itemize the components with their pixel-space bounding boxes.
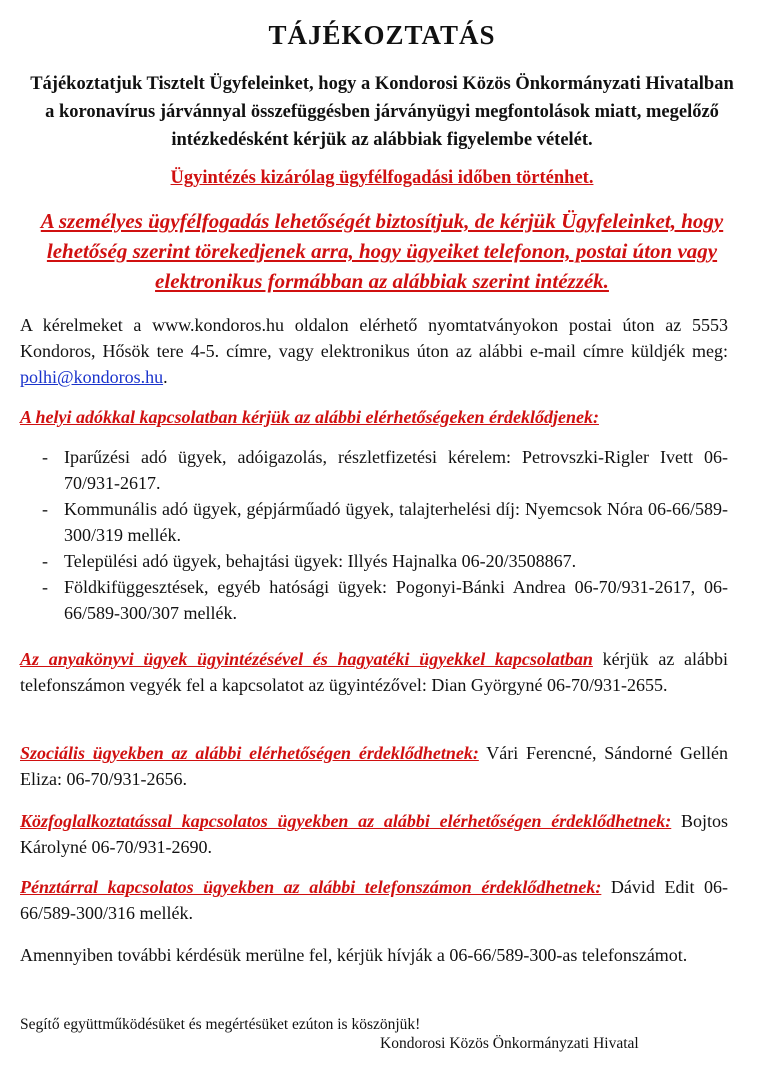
- dash-bullet: -: [42, 577, 48, 597]
- list-item: [20, 496, 728, 548]
- local-tax-section: [20, 404, 728, 430]
- list-item-text: Földkifüggesztések, egyéb hatósági ügyek: Pogonyi-Bánki Andrea 06-70/931-2617, 06-66/589-300/307 mellék.: [64, 577, 728, 623]
- thanks-line: Segítő együttműködésüket és megértésüket ezúton is köszönjük!: [20, 1016, 421, 1033]
- dash-bullet: -: [42, 499, 48, 519]
- list-item-text: Kommunális adó ügyek, gépjárműadó ügyek, talajterhelési díj: Nyemcsok Nóra 06-66/589-300/319 mellék.: [64, 499, 728, 545]
- list-item-text: Települési adó ügyek, behajtási ügyek: Illyés Hajnalka 06-20/3508867.: [64, 551, 577, 571]
- list-item: [20, 548, 728, 574]
- intro-paragraph: Tájékoztatjuk Tisztelt Ügyfeleinket, hogy a Kondorosi Közös Önkormányzati Hivatalban a koronavírus járvánnyal összefüggésben járványügyi megfontolások miatt, megelőző intézkedésként kérjük az alábbiak figyelembe vételét.: [30, 74, 734, 150]
- list-item: [20, 574, 728, 626]
- public-work-text: Bojtos Károlyné 06-70/931-2690.: [20, 811, 729, 857]
- cashier-heading: Pénztárral kapcsolatos ügyekben az alábbi telefonszámon érdeklődhetnek:: [20, 877, 602, 897]
- public-work-heading: Közfoglalkoztatással kapcsolatos ügyekben az alábbi elérhetőségen érdeklődhetnek:: [20, 811, 672, 831]
- requests-end: .: [163, 367, 168, 387]
- dash-bullet: -: [42, 551, 48, 571]
- local-tax-list: [20, 444, 728, 626]
- requests-text: A kérelmeket a www.kondoros.hu oldalon elérhető nyomtatványokon postai úton az 5553 Kondoros, Hősök tere 4-5. címre, vagy elektronikus úton az alábbi e-mail címre küldjék meg:: [20, 315, 728, 361]
- highlight-paragraph: A személyes ügyfélfogadás lehetőségét biztosítjuk, de kérjük Ügyfeleinket, hogy lehetőség szerint törekedjenek arra, hogy ügyeiket telefonon, postai úton vagy elektronikus formábban az alábbiak szerint intézzék.: [40, 209, 724, 293]
- document-title: TÁJÉKOZTATÁS: [268, 20, 496, 50]
- social-text: Vári Ferencné, Sándorné Gellén Eliza: 06-70/931-2656.: [20, 743, 728, 789]
- list-item: [20, 444, 728, 496]
- requests-paragraph: [20, 312, 728, 390]
- further-paragraph: Amennyiben további kérdésük merülne fel, kérjük hívják a 06-66/589-300-as telefonszámot.: [20, 945, 688, 965]
- registry-text: kérjük az alábbi telefonszámon vegyék fel a kapcsolatot az ügyintézővel: Dian Györgyné 06-70/931-2655.: [20, 649, 728, 695]
- social-heading: Szociális ügyekben az alábbi elérhetőségen érdeklődhetnek:: [20, 743, 479, 763]
- registry-heading: Az anyakönyvi ügyek ügyintézésével és hagyatéki ügyekkel kapcsolatban: [20, 649, 593, 669]
- signature: Kondorosi Közös Önkormányzati Hivatal: [380, 1035, 639, 1052]
- list-item-text: Iparűzési adó ügyek, adóigazolás, részletfizetési kérelem: Petrovszki-Rigler Ivett 06-70/931-2617.: [64, 447, 728, 493]
- registry-paragraph: [20, 646, 728, 698]
- dash-bullet: -: [42, 447, 48, 467]
- email-link[interactable]: polhi@kondoros.hu: [20, 367, 164, 387]
- cashier-text: Dávid Edit 06-66/589-300/316 mellék.: [20, 877, 728, 923]
- social-paragraph: [20, 740, 728, 792]
- public-work-paragraph: [20, 808, 728, 860]
- notice-line: Ügyintézés kizárólag ügyfélfogadási időben történhet.: [170, 168, 594, 188]
- cashier-paragraph: [20, 874, 728, 926]
- local-tax-heading: A helyi adókkal kapcsolatban kérjük az alábbi elérhetőségeken érdeklődjenek:: [20, 407, 599, 427]
